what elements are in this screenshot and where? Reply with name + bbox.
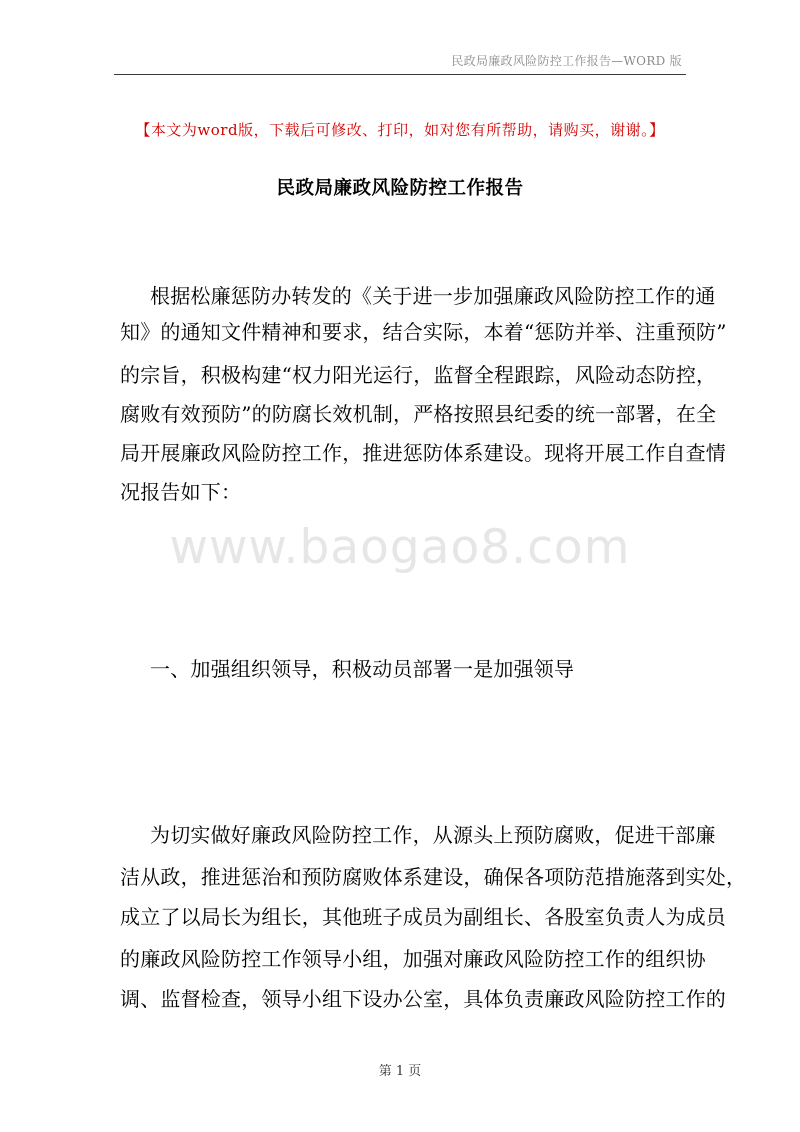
- text-line: 成立了以局长为组长，其他班子成员为副组长、各股室负责人为成员: [120, 905, 726, 929]
- section-heading: 一、加强组织领导，积极动员部署一是加强领导: [150, 657, 575, 681]
- text-line: 的宗旨，积极构建“权力阳光运行，监督全程跟踪，风险动态防控，: [120, 363, 717, 387]
- header-divider: [114, 74, 686, 75]
- text-line: 知》的通知文件精神和要求，结合实际，本着“惩防并举、注重预防”: [120, 320, 727, 344]
- page-number: 第 1 页: [378, 1064, 422, 1079]
- text-line: 调、监督检查，领导小组下设办公室，具体负责廉政风险防控工作的: [120, 987, 726, 1011]
- text-line: 腐败有效预防”的防腐长效机制，严格按照县纪委的统一部署，在全: [120, 402, 717, 426]
- text-line: 局开展廉政风险防控工作，推进惩防体系建设。现将开展工作自查情: [120, 441, 726, 465]
- document-title: 民政局廉政风险防控工作报告: [276, 178, 524, 199]
- watermark: www.baogao8.com: [169, 520, 631, 575]
- text-line: 为切实做好廉政风险防控工作，从源头上预防腐败，促进干部廉: [150, 823, 716, 847]
- running-header: 民政局廉政风险防控工作报告—WORD 版: [451, 54, 682, 68]
- download-notice: 【本文为word版，下载后可修改、打印，如对您有所帮助，请购买，谢谢。】: [135, 121, 665, 139]
- text-line: 的廉政风险防控工作领导小组，加强对廉政风险防控工作的组织协: [120, 947, 706, 971]
- text-line: 洁从政，推进惩治和预防腐败体系建设，确保各项防范措施落到实处，: [120, 865, 747, 889]
- text-line: 况报告如下：: [120, 480, 242, 504]
- text-line: 根据松廉惩防办转发的《关于进一步加强廉政风险防控工作的通: [150, 284, 716, 308]
